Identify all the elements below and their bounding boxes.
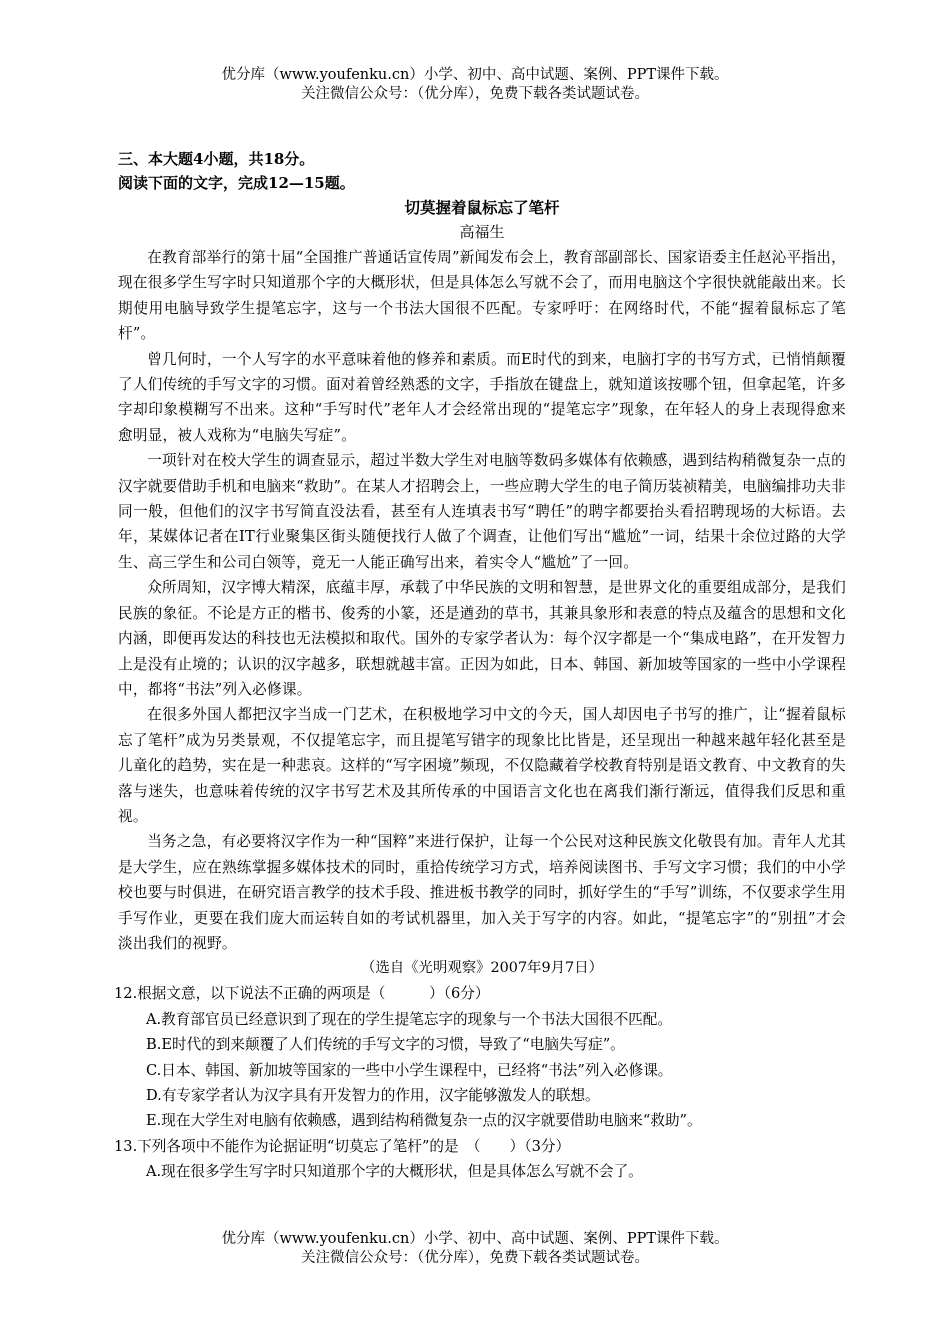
footer-line-1: 优分库（www.youfenku.cn）小学、初中、高中试题、案例、PPT课件下载。 (221, 1231, 729, 1247)
article-paragraph: 曾几何时，一个人写字的水平意味着他的修养和素质。而E时代的到来，电脑打字的书写方式，已悄悄颠覆了人们传统的手写文字的习惯。面对着曾经熟悉的文字，手指放在键盘上，就知道该按哪个钮，但拿起笔，许多字却印象模糊写不出来。这种“手写时代”老年人才会经常出现的“提笔忘字”现象，在年轻人的身上表现得愈来愈明显，被人戏称为“电脑失写症”。 (118, 350, 846, 444)
question-12-option-e: E.现在大学生对电脑有依赖感，遇到结构稍微复杂一点的汉字就要借助电脑来“救助”。 (146, 1112, 702, 1130)
main-content (114, 147, 846, 1185)
footer-line-2: 关注微信公众号：（优分库），免费下载各类试题试卷。 (301, 1250, 649, 1266)
question-12-option-c: C.日本、韩国、新加坡等国家的一些中小学生课程中，已经将“书法”列入必修课。 (146, 1061, 673, 1079)
section-instruction: 阅读下面的文字，完成12—15题。 (118, 174, 355, 192)
header-line-1: 优分库（www.youfenku.cn）小学、初中、高中试题、案例、PPT课件下载。 (221, 67, 729, 83)
question-13-stem: 13.下列各项中不能作为论据证明“切莫忘了笔杆”的是 （ ）（3分） (114, 1137, 571, 1155)
article-paragraph: 在很多外国人都把汉字当成一门艺术，在积极地学习中文的今天，国人却因电子书写的推广，让“握着鼠标忘了笔杆”成为另类景观，不仅提笔忘字，而且提笔写错字的现象比比皆是，还呈现出一种越来越年轻化甚至是儿童化的趋势，实在是一种悲哀。这样的“写字困境”频现，不仅隐藏着学校教育特别是语文教育、中文教育的失落与迷失，也意味着传统的汉字书写艺术及其所传承的中国语言文化也在离我们渐行渐远，值得我们反思和重视。 (118, 706, 846, 825)
article-source: （选自《光明观察》2007年9月7日） (360, 960, 603, 977)
question-12-option-a: A.教育部官员已经意识到了现在的学生提笔忘字的现象与一个书法大国很不匹配。 (146, 1010, 672, 1028)
question-12-stem: 12.根据文意，以下说法不正确的两项是（ ）（6分） (114, 985, 490, 1003)
article-title: 切莫握着鼠标忘了笔杆 (404, 198, 560, 217)
question-13-option-a: A.现在很多学生写字时只知道那个字的大概形状，但是具体怎么写就不会了。 (146, 1163, 643, 1181)
section-heading: 三、本大题4小题，共18分。 (118, 150, 315, 168)
article-paragraph: 一项针对在校大学生的调查显示，超过半数大学生对电脑等数码多媒体有依赖感，遇到结构稍微复杂一点的汉字就要借助手机和电脑来“救助”。在某人才招聘会上，一些应聘大学生的电子简历装祯精美，电脑编排功夫非同一般，但他们的汉字书写简直没法看，甚至有人连填表书写“聘任”的聘字都要抬头看招聘现场的大标语。去年，某媒体记者在IT行业聚集区街头随便找行人做了个调查，让他们写出“尴尬”一词，结果十余位过路的大学生、高三学生和公司白领等，竟无一人能正确写出来，着实令人“尴尬”了一回。 (118, 452, 846, 571)
article-paragraph: 当务之急，有必要将汉字作为一种“国粹”来进行保护，让每一个公民对这种民族文化敬畏有加。青年人尤其是大学生，应在熟练掌握多媒体技术的同时，重拾传统学习方式，培养阅读图书、手写文字习惯；我们的中小学校也要与时俱进，在研究语言教学的技术手段、推进板书教学的同时，抓好学生的“手写”训练，不仅要求学生用手写作业，更要在我们庞大而运转自如的考试机器里，加入关于写字的内容。如此，“提笔忘字”的“别扭”才会淡出我们的视野。 (118, 833, 846, 952)
question-12-option-d: D.有专家学者认为汉字具有开发智力的作用，汉字能够激发人的联想。 (146, 1087, 600, 1104)
question-12-option-b: B.E时代的到来颠覆了人们传统的手写文字的习惯，导致了“电脑失写症”。 (146, 1036, 625, 1054)
article-paragraph: 在教育部举行的第十届“全国推广普通话宣传周”新闻发布会上，教育部副部长、国家语委主任赵沁平指出，现在很多学生写字时只知道那个字的大概形状，但是具体怎么写就不会了，而用电脑这个字很快就能敲出来。长期使用电脑导致学生提笔忘字，这与一个书法大国很不匹配。专家呼吁：在网络时代，不能“握着鼠标忘了笔杆”。 (118, 249, 846, 343)
article-author: 高福生 (459, 223, 505, 241)
article-paragraph: 众所周知，汉字博大精深，底蕴丰厚，承载了中华民族的文明和智慧，是世界文化的重要组成部分，是我们民族的象征。不论是方正的楷书、俊秀的小篆，还是遒劲的草书，其兼具象形和表意的特点及蕴含的思想和文化内涵，即便再发达的科技也无法模拟和取代。国外的专家学者认为：每个汉字都是一个“集成电路”，在开发智力上是没有止境的；认识的汉字越多，联想就越丰富。正因为如此，日本、韩国、新加坡等国家的一些中小学课程中，都将“书法”列入必修课。 (118, 579, 846, 698)
page-header (0, 66, 950, 104)
page-footer (0, 1230, 950, 1268)
header-line-2: 关注微信公众号：（优分库），免费下载各类试题试卷。 (301, 86, 649, 102)
